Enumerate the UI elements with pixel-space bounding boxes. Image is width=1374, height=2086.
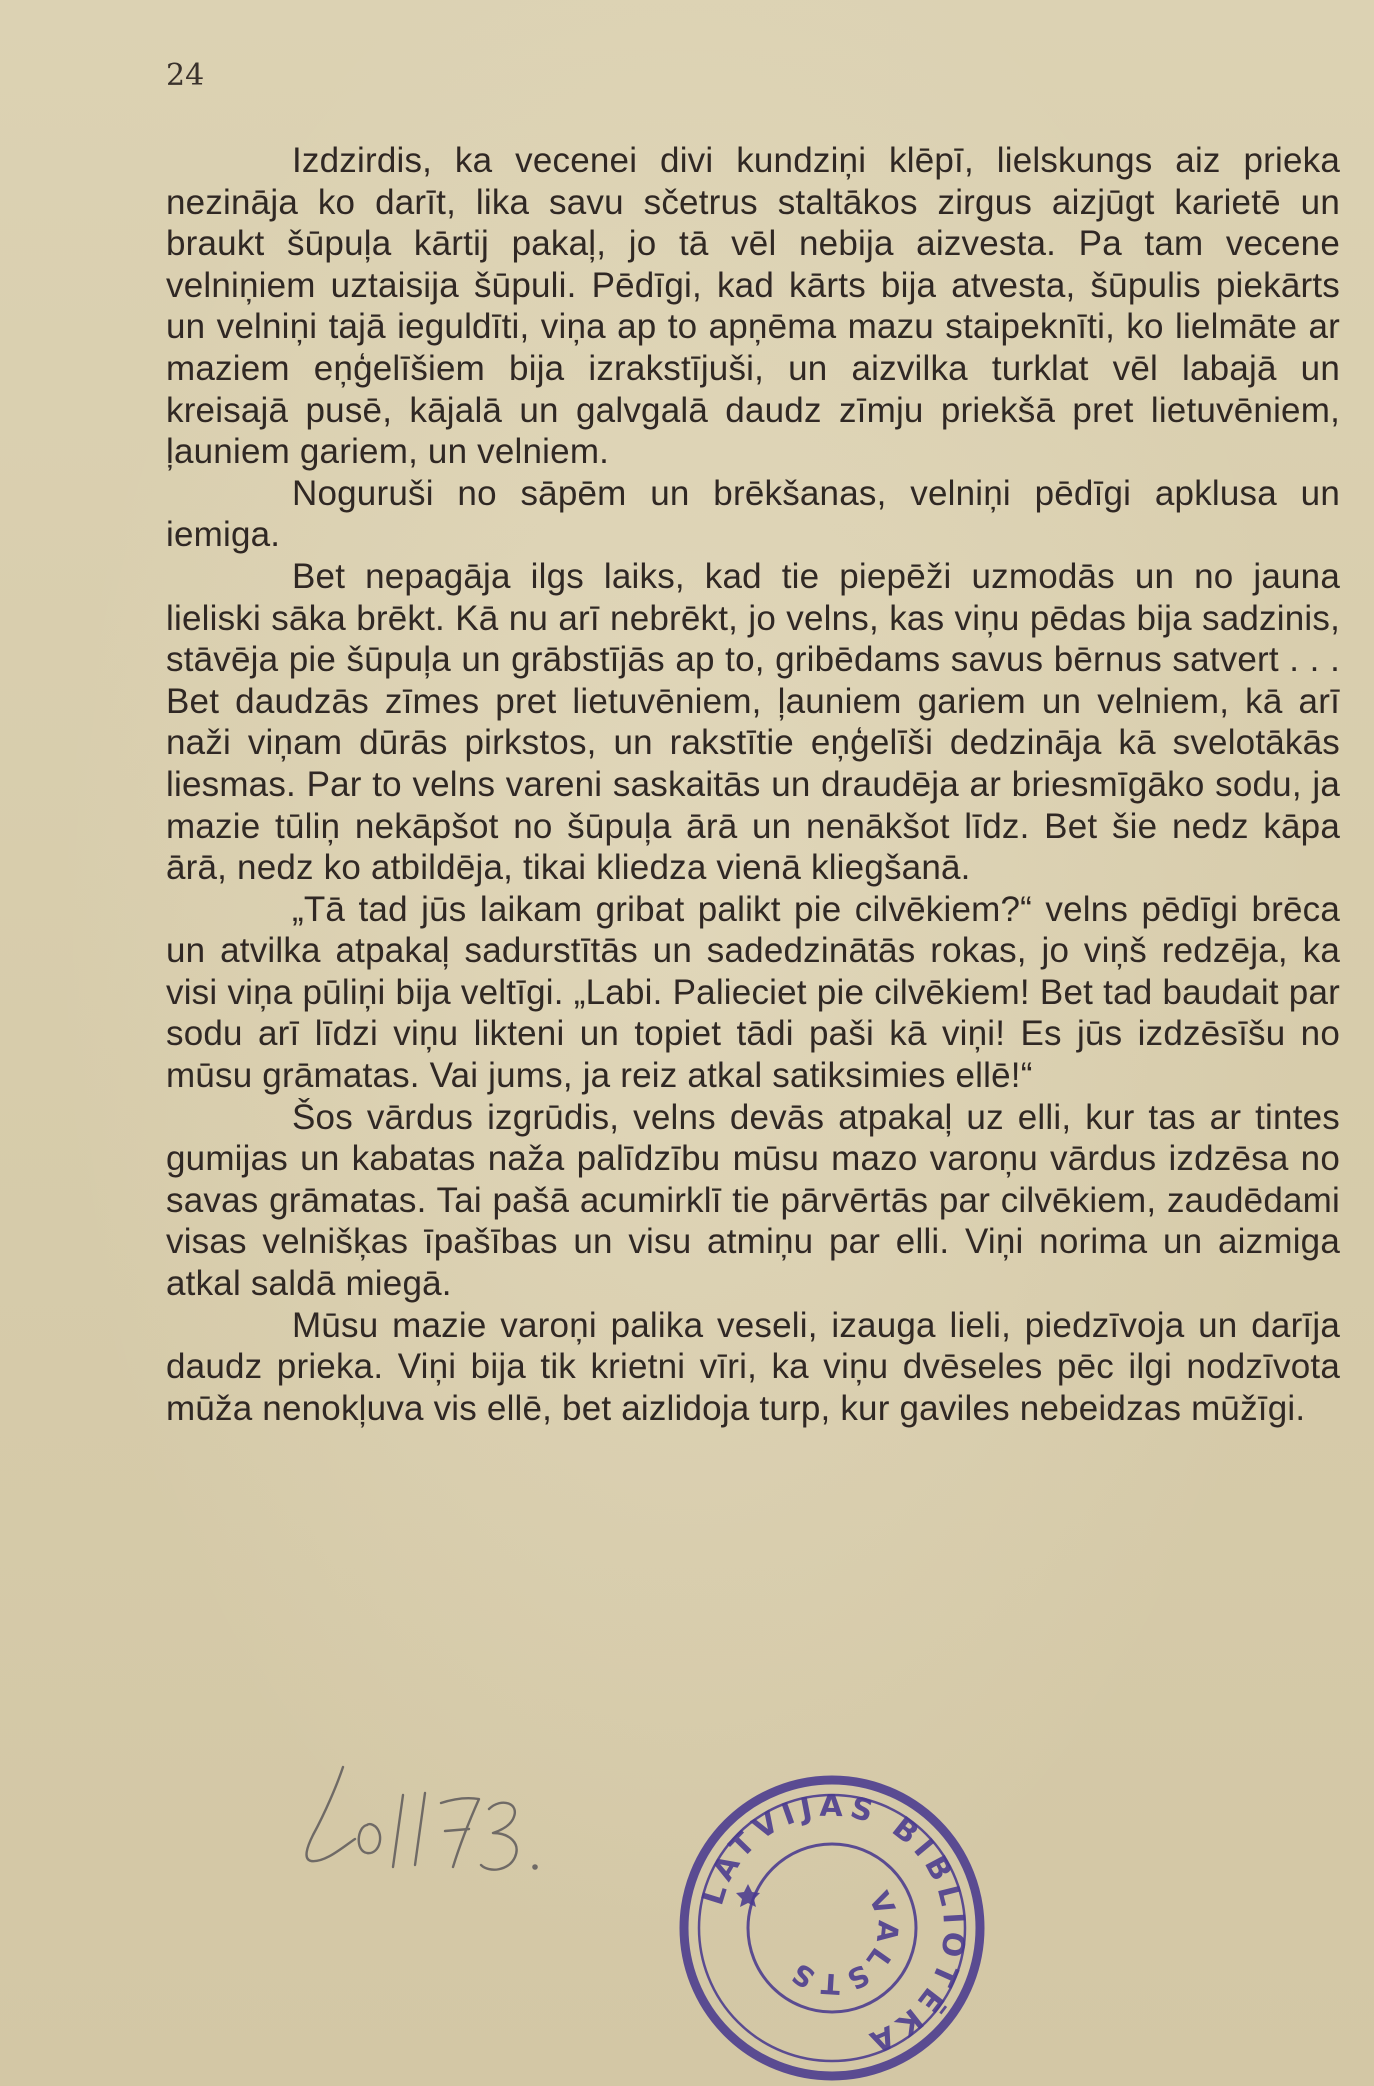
- page-number: 24: [166, 58, 205, 93]
- handwritten-shelfmark: [285, 1755, 575, 1885]
- stamp-center-text: VALSTS: [782, 1886, 905, 2001]
- paragraph-3: Bet nepagāja ilgs laiks, kad tie piepēži uzmodās un no jauna lieliski sāka brēkt. Kā nu arī nebrēkt, jo velns, kas viņu pēdas bija sadzinis, stāvēja pie šūpuļa un grābstījās ap to, gribēdams savus bērnus satvert . . . Bet daudzās zīmes pret lietuvēniem, ļauniem gariem un velniem, kā arī naži viņam dūrās pirkstos, un rakstītie eņģelīši dedzināja kā svelotākās liesmas. Par to velns vareni saskaitās un draudēja ar briesmīgāko sodu, ja mazie tūliņ nekāpšot no šūpuļa ārā un nenākšot līdz. Bet šie nedz kāpa ārā, nedz ko atbildēja, tikai kliedza vienā kliegšanā.: [166, 556, 1340, 888]
- paragraph-4: „Tā tad jūs laikam gribat palikt pie cilvēkiem?“ velns pēdīgi brēca un atvilka atpakaļ sadurstītās un sadedzinātās rokas, jo viņš redzēja, ka visi viņa pūliņi bija veltīgi. „Labi. Palieciet pie cilvēkiem! Bet tad baudait par sodu arī līdzi viņu likteni un topiet tādi paši kā viņi! Es jūs izdzēsīšu no mūsu grāmatas. Vai jums, ja reiz atkal satiksimies ellē!“: [166, 889, 1340, 1096]
- stamp-text: LATVIJAS BIBLIOTĒKA: [695, 1788, 972, 2062]
- library-stamp: [676, 1772, 988, 2084]
- paragraph-1: Izdzirdis, ka vecenei divi kundziņi klēpī, lielskungs aiz prieka nezināja ko darīt, lika savu sčetrus staltākos zirgus aizjūgt karietē un braukt šūpuļa kārtij pakaļ, jo tā vēl nebija aizvesta. Pa tam vecene velniņiem uztaisija šūpuli. Pēdīgi, kad kārts bija atvesta, šūpulis piekārts un velniņi tajā ieguldīti, viņa ap to apņēma mazu staipeknīti, ko lielmāte ar maziem eņģelīšiem bija izrakstījuši, un aizvilka turklat vēl labajā un kreisajā pusē, kājalā un galvgalā daudz zīmju priekšā pret lietuvēniem, ļauniem gariem, un velniem.: [166, 141, 1340, 472]
- paragraph-2: Noguruši no sāpēm un brēkšanas, velniņi pēdīgi apklusa un iemiga.: [166, 473, 1340, 555]
- paragraph-5: Šos vārdus izgrūdis, velns devās atpakaļ uz elli, kur tas ar tintes gumijas un kabatas naža palīdzību mūsu mazo varoņu vārdus izdzēsa no savas grāmatas. Tai pašā acumirklī tie pārvērtās par cilvēkiem, zaudēdami visas velnišķas īpašības un visu atmiņu par elli. Viņi norima un aizmiga atkal saldā miegā.: [166, 1097, 1340, 1304]
- body-text: [166, 140, 1340, 1429]
- paragraph-6: Mūsu mazie varoņi palika veseli, izauga lieli, piedzīvoja un darīja daudz prieka. Viņi bija tik krietni vīri, ka viņu dvēseles pēc ilgi nodzīvota mūža nenokļuva vis ellē, bet aizlidoja turp, kur gaviles nebeidzas mūžīgi.: [166, 1305, 1340, 1428]
